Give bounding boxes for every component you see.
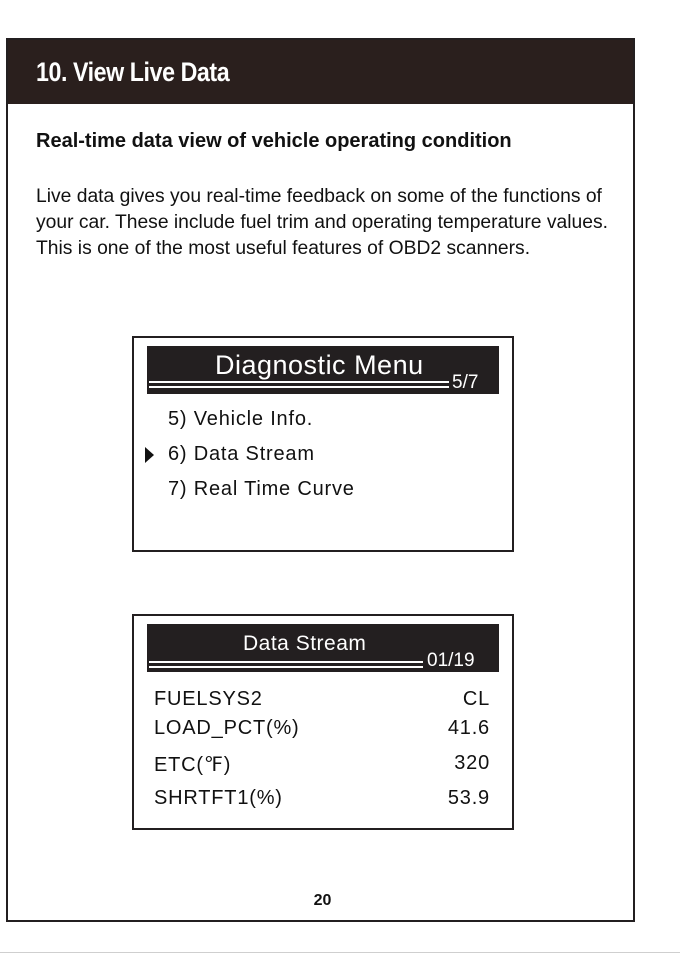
selection-pointer-icon xyxy=(145,447,154,463)
data-row-name: SHRTFT1(%) xyxy=(154,787,283,809)
data-row-name: FUELSYS2 xyxy=(154,688,263,710)
data-stream-screen xyxy=(132,614,514,830)
menu-item-label: Data Stream xyxy=(193,443,315,465)
menu-item-number: 5) xyxy=(168,408,188,430)
diagnostic-menu-title: Diagnostic Menu xyxy=(215,350,424,380)
body-paragraph: Live data gives you real-time feedback on some of the functions of your car. These include fuel trim and operating temperature values. This is one of the most useful features of OBD2 scanners. xyxy=(36,186,608,259)
bottom-divider xyxy=(0,952,680,953)
data-row-value: 320 xyxy=(454,752,490,774)
menu-item-real-time-curve xyxy=(168,478,355,501)
diagnostic-menu-page-indicator: 5/7 xyxy=(452,372,479,393)
menu-item-label: Vehicle Info. xyxy=(193,408,314,430)
manual-page xyxy=(6,38,635,922)
menu-item-number: 6) xyxy=(168,443,188,465)
data-stream-title: Data Stream xyxy=(243,632,367,655)
diagnostic-menu-screen xyxy=(132,336,514,552)
subheading: Real-time data view of vehicle operating condition xyxy=(36,130,512,152)
data-row-value: 53.9 xyxy=(447,787,490,809)
data-row-value: 41.6 xyxy=(447,717,490,739)
menu-item-label: Real Time Curve xyxy=(193,478,355,500)
diagnostic-menu-rule-2 xyxy=(149,386,449,388)
section-header xyxy=(8,40,633,104)
data-stream-rule-2 xyxy=(149,666,423,668)
data-stream-title-bar xyxy=(147,624,499,672)
diagnostic-menu-title-bar xyxy=(147,346,499,394)
data-row-name: LOAD_PCT(%) xyxy=(154,717,300,739)
menu-item-number: 7) xyxy=(168,478,188,500)
diagnostic-menu-rule-1 xyxy=(149,381,449,383)
data-stream-rule-1 xyxy=(149,661,423,663)
data-row-name: ETC(℉) xyxy=(154,754,232,776)
section-title: 10. View Live Data xyxy=(36,57,230,87)
menu-item-data-stream xyxy=(168,443,315,466)
menu-item-vehicle-info xyxy=(168,408,313,431)
body-text xyxy=(36,184,626,262)
page-number: 20 xyxy=(313,892,332,909)
data-stream-page-indicator: 01/19 xyxy=(427,650,475,671)
data-row-value: CL xyxy=(462,688,490,710)
